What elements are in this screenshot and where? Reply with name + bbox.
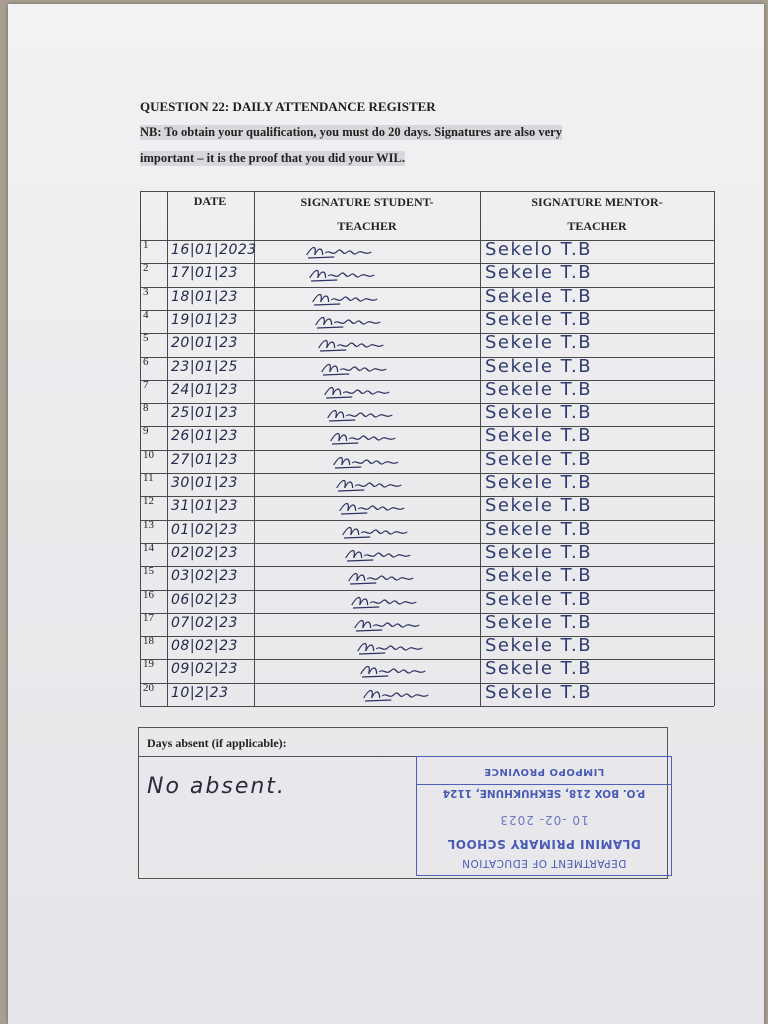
student-signature <box>327 429 401 450</box>
row-number: 2 <box>143 262 149 275</box>
student-signature <box>303 243 377 264</box>
student-signature <box>351 616 425 637</box>
mentor-signature: Sekele T.B <box>485 635 593 657</box>
col-header-mentor-line1: SIGNATURE MENTOR- <box>531 195 663 209</box>
row-number: 6 <box>143 355 149 368</box>
table-row <box>140 543 714 566</box>
row-date: 31|01|23 <box>171 498 238 515</box>
student-signature <box>309 290 383 311</box>
row-date: 02|02|23 <box>171 544 238 561</box>
row-date: 26|01|23 <box>171 428 238 445</box>
stamp-date: 10 -02- 2023 <box>499 813 589 827</box>
student-signature <box>306 266 380 287</box>
row-date: 16|01|2023 <box>171 242 257 258</box>
days-absent-value: No absent. <box>147 774 286 799</box>
table-row <box>140 426 714 449</box>
table-row <box>140 287 714 310</box>
col-header-student-line1: SIGNATURE STUDENT- <box>300 195 434 209</box>
col-header-date: DATE <box>193 194 227 208</box>
mentor-signature: Sekele T.B <box>485 402 593 424</box>
student-signature <box>354 639 428 660</box>
row-date: 10|2|23 <box>171 684 229 701</box>
row-date: 01|02|23 <box>171 521 238 538</box>
row-date: 25|01|23 <box>171 405 238 422</box>
mentor-signature: Sekele T.B <box>485 425 593 447</box>
row-number: 15 <box>143 565 154 578</box>
row-number: 1 <box>143 239 149 251</box>
row-date: 06|02|23 <box>171 591 238 608</box>
student-signature <box>336 499 410 520</box>
row-date: 09|02|23 <box>171 661 238 678</box>
row-date: 18|01|23 <box>171 288 238 305</box>
stamp-province: LIMPOPO PROVINCE <box>483 766 605 777</box>
row-date: 07|02|23 <box>171 614 238 631</box>
table-row <box>140 659 714 682</box>
student-signature <box>318 360 392 381</box>
row-date: 23|01|25 <box>171 358 238 375</box>
table-row <box>140 636 714 659</box>
student-signature <box>348 593 422 614</box>
row-date: 27|01|23 <box>171 451 238 468</box>
nb-note-line-2: important – it is the proof that you did your WIL. <box>140 151 405 165</box>
mentor-signature: Sekele T.B <box>485 658 593 680</box>
col-header-student-line2: TEACHER <box>337 219 397 233</box>
table-row <box>140 496 714 519</box>
mentor-signature: Sekele T.B <box>485 681 593 703</box>
school-stamp <box>416 756 672 876</box>
nb-note-line-1: NB: To obtain your qualification, you must do 20 days. Signatures are also very <box>140 125 562 139</box>
mentor-signature: Sekelo T.B <box>485 239 593 260</box>
row-number: 14 <box>143 541 154 554</box>
row-number: 20 <box>143 681 154 694</box>
student-signature <box>315 336 389 357</box>
student-signature <box>360 686 434 707</box>
row-date: 30|01|23 <box>171 475 238 491</box>
table-row <box>140 450 714 473</box>
mentor-signature: Sekele T.B <box>485 611 593 633</box>
mentor-signature: Sekele T.B <box>485 565 593 587</box>
table-top-border <box>140 191 714 192</box>
row-date: 24|01|23 <box>171 381 238 398</box>
row-number: 12 <box>143 495 154 508</box>
student-signature <box>339 523 413 544</box>
row-number: 16 <box>143 588 154 601</box>
student-signature <box>330 453 404 474</box>
table-row <box>140 613 714 636</box>
row-number: 5 <box>143 332 149 345</box>
col-header-mentor-line2: TEACHER <box>567 219 627 233</box>
stamp-address: P.O. BOX 218, SEKHUKHUNE, 1124 <box>442 787 646 799</box>
row-number: 3 <box>143 285 149 298</box>
row-date: 19|01|23 <box>171 311 238 328</box>
mentor-signature: Sekele T.B <box>485 332 593 354</box>
table-row <box>140 566 714 589</box>
row-number: 13 <box>143 518 154 531</box>
row-number: 7 <box>143 378 149 391</box>
mentor-signature: Sekele T.B <box>485 378 593 400</box>
row-number: 17 <box>143 611 154 624</box>
mentor-signature: Sekele T.B <box>485 472 593 493</box>
row-number: 18 <box>143 635 154 648</box>
row-number: 11 <box>143 472 154 484</box>
row-date: 17|01|23 <box>171 265 238 282</box>
stamp-school-name: DLAMINI PRIMARY SCHOOL <box>447 837 641 851</box>
table-row <box>140 473 714 496</box>
mentor-signature: Sekele T.B <box>485 308 593 330</box>
mentor-signature: Sekele T.B <box>485 541 593 563</box>
table-row <box>140 240 714 263</box>
table-row <box>140 310 714 333</box>
student-signature <box>312 313 386 334</box>
mentor-signature: Sekele T.B <box>485 518 593 540</box>
row-number: 9 <box>143 425 149 438</box>
table-row <box>140 590 714 613</box>
student-signature <box>324 406 398 427</box>
table-right-border <box>714 191 715 706</box>
student-signature <box>321 383 395 404</box>
table-row <box>140 683 714 706</box>
row-number: 4 <box>143 308 149 321</box>
mentor-signature: Sekele T.B <box>485 495 593 517</box>
student-signature <box>342 546 416 567</box>
mentor-signature: Sekele T.B <box>485 355 593 377</box>
table-row <box>140 263 714 286</box>
row-number: 19 <box>143 658 154 671</box>
row-date: 03|02|23 <box>171 568 238 585</box>
days-absent-label: Days absent (if applicable): <box>147 736 287 750</box>
mentor-signature: Sekele T.B <box>485 285 593 307</box>
stamp-divider <box>417 784 671 785</box>
row-date: 08|02|23 <box>171 638 238 655</box>
stamp-department: DEPARTMENT OF EDUCATION <box>461 857 627 869</box>
mentor-signature: Sekele T.B <box>485 588 593 610</box>
row-number: 8 <box>143 402 149 415</box>
table-row <box>140 403 714 426</box>
table-row <box>140 333 714 356</box>
mentor-signature: Sekele T.B <box>485 262 593 284</box>
row-number: 10 <box>143 448 154 461</box>
student-signature <box>357 662 431 683</box>
table-row <box>140 380 714 403</box>
table-row <box>140 520 714 543</box>
student-signature <box>345 569 419 590</box>
table-row <box>140 357 714 380</box>
mentor-signature: Sekele T.B <box>485 448 593 470</box>
student-signature <box>333 476 407 497</box>
row-date: 20|01|23 <box>171 335 238 352</box>
document-title: QUESTION 22: DAILY ATTENDANCE REGISTER <box>140 99 436 114</box>
